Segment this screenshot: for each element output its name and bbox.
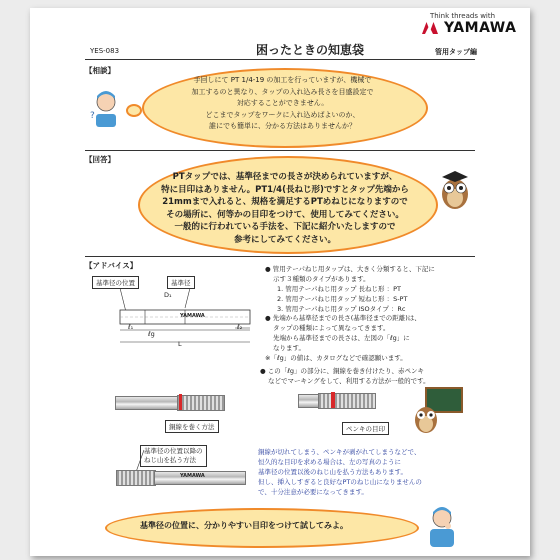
dim-L: L: [178, 340, 182, 348]
dim-lg: ℓg: [148, 330, 155, 338]
advice-label: 【アドバイス】: [85, 261, 138, 270]
page-title: 困ったときの知恵袋: [255, 43, 364, 57]
svg-text:?: ?: [90, 111, 95, 121]
divider-1: [85, 150, 475, 151]
answer-label: 【回答】: [85, 155, 115, 164]
tap-photo-thread: [177, 395, 225, 411]
advice-length: ● 先端から基準径までの長さ(基準径までの距離)は、 タップの種類によって異なってきます。 先端から基準径までの長さは、左図の「ℓg」に なります。 ※「ℓg」の値は、カタログなどで確認願います。: [265, 314, 421, 362]
brand-tagline: Think threads with: [430, 12, 496, 20]
consult-text: 手回しにて PT 1/4-19 の加工を行っていますが、機械で 加工するのと異なり、タップの入れ込み長さを目盛設定で 対応することができません。 どこまでタップをワークに入れ込めばよいのか、 誰にでも簡単に、分かる方法はありませんか？: [191, 76, 374, 130]
owl-professor-icon: [438, 168, 472, 210]
tap-photo-brand: YAMAWA: [180, 473, 205, 479]
caption-paint: ペンキの目印: [342, 422, 389, 435]
document-sheet: [30, 8, 530, 556]
copper-wire-marker: [179, 394, 182, 410]
caption-copper-wire: 銅線を巻く方法: [165, 420, 219, 433]
tap-dimension-diagram: [90, 288, 260, 350]
advice-types: ● 管用テーパねじ用タップは、大きく分類すると、下記に 示す３種類のタイプがあります。 1. 管用テーパねじ用タップ 長ねじ形 ：PT 2. 管用テーパねじ用タップ 短ねじ形 ：S-PT 3. 管用テーパねじ用タップ ISOタイプ ：Rc: [265, 265, 435, 313]
consult-label: 【相談】: [85, 66, 115, 75]
tap-photo-shank: [115, 396, 179, 410]
thinking-worker-icon: [422, 504, 462, 550]
tap-photo-thread-2: [318, 393, 376, 409]
owl-chalkboard-icon: [412, 386, 464, 434]
answer-text: PTタップでは、基準径までの長さが決められていますが、 特に目印はありません。PT1/4(長ねじ形)ですとタップ先端から 21mmまで入れると、規格を満足するPTめねじになりますので その場所に、何等かの目印をつけて、使用してみてください。 一般的に行われている手法を、下記に紹介いたしますので 参考にしてみてください。: [161, 172, 409, 245]
doc-code: YES-083: [90, 47, 120, 55]
tap-brand-mark: YAMAWA: [180, 313, 205, 319]
worried-worker-icon: [88, 88, 124, 128]
tap-photo-thread-3: [116, 470, 156, 486]
category-label: 管用タップ編: [435, 48, 477, 56]
ref-diameter-label: 基準径: [167, 276, 195, 289]
bubble-tail: [126, 104, 142, 117]
caption-threads: 基準径の位置以降の ねじ山を払う方法: [140, 445, 207, 467]
advice-permanent: 銅線が切れてしまう、ペンキが剥がれてしまうなどで、 恒久的な目印を求める場合は、左の写真のように 基準径の位置以後のねじ山を払う方法もあります。 但し、挿入しすぎると良好なPTのねじ山になりませんの で、十分注意が必要になってきます。: [258, 448, 422, 496]
dim-l1: ℓ₁: [128, 323, 134, 331]
brand-name: YAMAWA: [444, 20, 517, 36]
ref-position-label: 基準径の位置: [92, 276, 139, 289]
header-rule: [85, 59, 475, 60]
yamawa-logo-icon: [422, 20, 440, 34]
divider-2: [85, 256, 475, 257]
advice-marking: ● この「ℓg」の部分に、銅線を巻き付けたり、赤ペンキ などでマーキングをして、利用する方法が一般的です。: [260, 367, 430, 385]
paint-marker: [331, 392, 335, 408]
dim-l2: ℓ₂: [237, 323, 243, 331]
conclusion-text: 基準径の位置に、分かりやすい目印をつけて試してみよ。: [140, 521, 348, 530]
tap-photo-shank-2: [298, 394, 320, 408]
dim-d1: D₁: [164, 291, 172, 299]
